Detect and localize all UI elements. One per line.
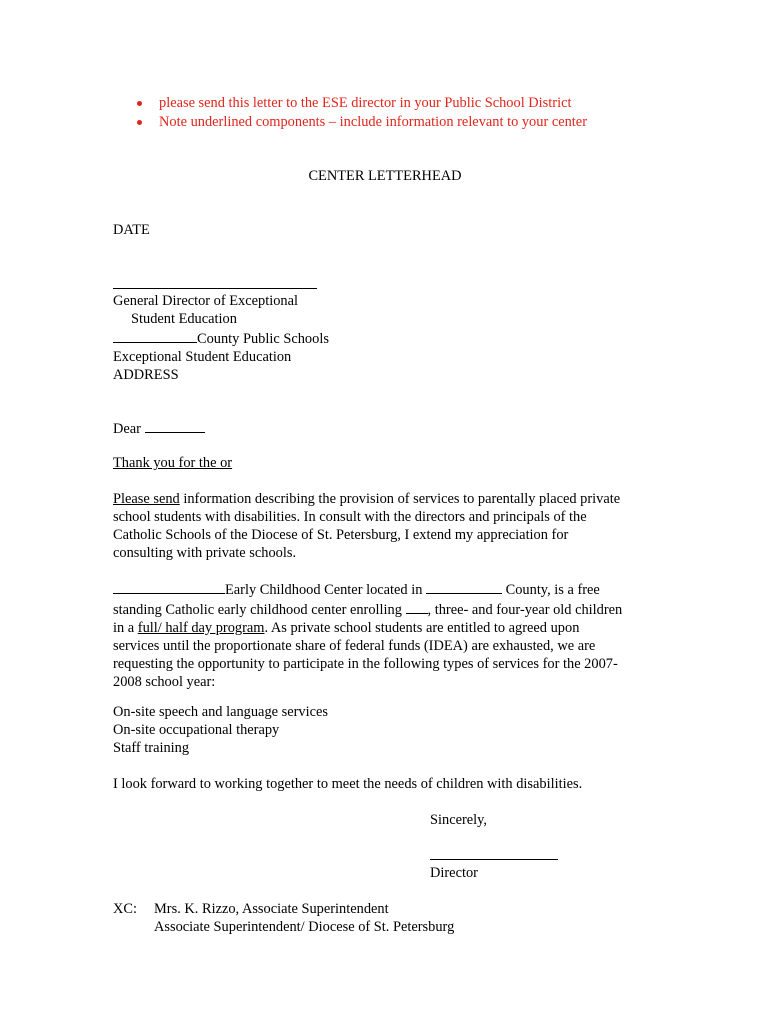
address-line: Exceptional Student Education	[113, 349, 292, 365]
greeting: Dear	[113, 418, 205, 438]
address-line: General Director of Exceptional	[113, 293, 298, 309]
text-line: 2008 school year:	[113, 674, 216, 690]
service-item: On-site occupational therapy	[113, 722, 280, 738]
salutation-blank	[145, 418, 205, 433]
text-line: standing Catholic early childhood center enrolling , three- and four-year old children	[113, 599, 673, 619]
text-line: in a full/ half day program. As private school students are entitled to agreed upon	[113, 620, 580, 636]
instruction-notes	[159, 94, 587, 132]
service-item: Staff training	[113, 740, 190, 756]
letterhead-placeholder: CENTER LETTERHEAD	[308, 168, 462, 184]
service-item: On-site speech and language services	[113, 704, 328, 720]
sincerely: Sincerely,	[430, 812, 488, 828]
center-name-blank	[113, 579, 225, 594]
cc-label: XC:	[113, 901, 137, 917]
text-line: consulting with private schools.	[113, 545, 297, 561]
instruction-note: Note underlined components – include information relevant to your center	[159, 114, 587, 130]
text-line: Early Childhood Center located in County, is a free	[113, 579, 673, 599]
cc-line: Mrs. K. Rizzo, Associate Superintendent	[154, 901, 389, 917]
closing-paragraph: I look forward to working together to meet the needs of children with disabilities.	[113, 776, 583, 792]
paragraph-center-info	[113, 579, 673, 691]
thanks-line: Thank you for the or	[113, 455, 233, 471]
signature-title: Director	[430, 865, 478, 881]
signature-line	[430, 859, 558, 860]
address-line: County Public Schools	[113, 328, 329, 348]
instruction-note: please send this letter to the ESE director in your Public School District	[159, 94, 587, 113]
text-line: Please send information describing the provision of services to parentally placed private	[113, 491, 621, 507]
services-list	[113, 703, 328, 757]
recipient-name-blank	[113, 288, 317, 289]
enrollment-blank	[406, 599, 428, 614]
address-line: ADDRESS	[113, 367, 179, 383]
cc-line: Associate Superintendent/ Diocese of St. Petersburg	[154, 919, 455, 935]
cc-recipients	[154, 900, 454, 936]
recipient-address	[113, 292, 329, 384]
paragraph-request	[113, 490, 673, 562]
text-line: school students with disabilities. In consult with the directors and principals of the	[113, 509, 587, 525]
text-line: requesting the opportunity to participate in the following types of services for the 2007-	[113, 656, 618, 672]
text-line: services until the proportionate share of federal funds (IDEA) are exhausted, we are	[113, 638, 596, 654]
address-line: Student Education	[131, 311, 237, 327]
date-placeholder: DATE	[113, 222, 150, 238]
text-line: Catholic Schools of the Diocese of St. Petersburg, I extend my appreciation for	[113, 527, 569, 543]
county-name-blank	[426, 579, 502, 594]
county-blank	[113, 328, 197, 343]
